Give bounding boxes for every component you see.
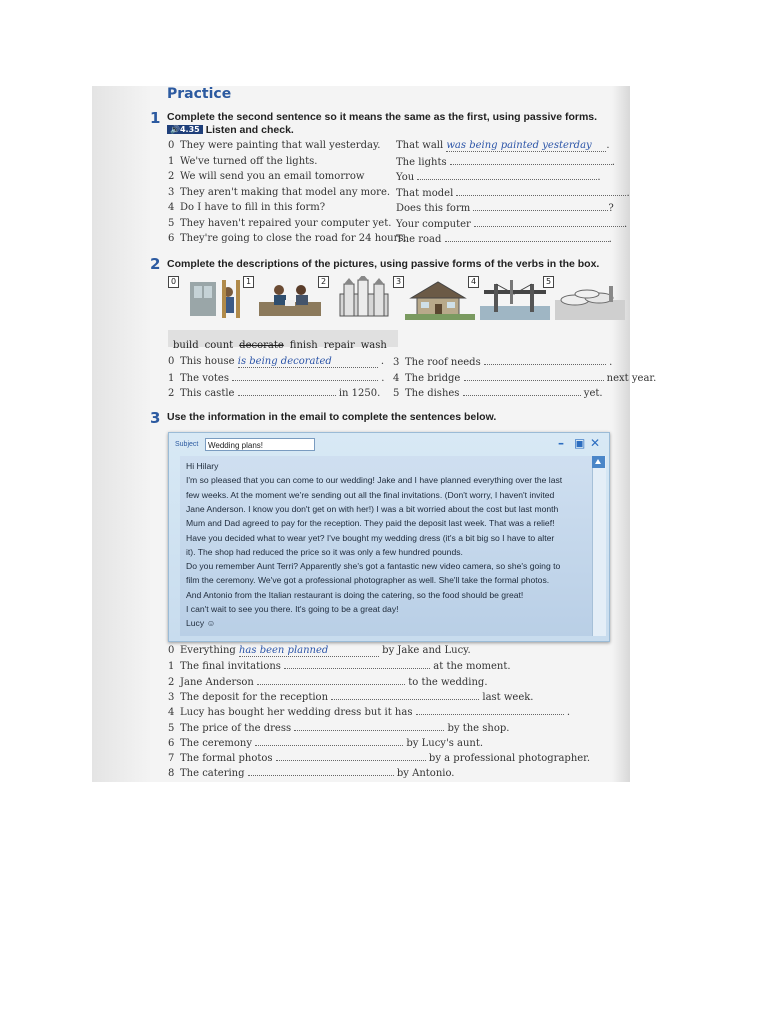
item-number: 3 [393, 357, 400, 368]
answer-blank[interactable] [239, 645, 379, 657]
item-end: in 1250. [335, 388, 381, 399]
answer-blank[interactable] [276, 752, 426, 761]
rewrite-start: You [396, 172, 418, 183]
item-start: The deposit for the reception [180, 691, 332, 703]
answer-blank[interactable] [232, 372, 378, 381]
rewrite-end: . [608, 234, 612, 245]
rewrite-start: Your computer [396, 218, 474, 230]
exercise-2-item [393, 356, 612, 368]
email-text-line: Mum and Dad agreed to pay for the reception. They paid the deposit last week. That was a relief! [186, 518, 555, 529]
answer-blank[interactable] [417, 171, 597, 180]
item-number: 4 [168, 202, 175, 213]
exercise-3-instruction: Use the information in the email to complete the sentences below. [167, 411, 497, 423]
original-sentence: Do I have to fill in this form? [180, 202, 326, 213]
item-start: The votes [180, 372, 233, 384]
exercise-1-rewrite [396, 202, 614, 214]
handwritten-answer: has been planned [238, 645, 329, 656]
answer-blank[interactable] [464, 372, 604, 381]
answer-blank[interactable] [446, 140, 606, 152]
item-number: 8 [168, 768, 175, 780]
rewrite-end: ? [608, 203, 614, 214]
picture-number-label: 4 [468, 276, 479, 288]
exercise-1-rewrite [396, 171, 601, 183]
email-text-line: few weeks. At the moment we're sending out all the final invitations. (Don't worry, I haven't invited [186, 489, 555, 500]
exercise-1-item [168, 171, 364, 182]
answer-blank[interactable] [238, 387, 336, 396]
exercise-1-item [168, 187, 390, 198]
email-text-line: film the ceremony. We've got a professional photographer as well. She'll take the formal photos. [186, 575, 550, 586]
exercise-3-item [168, 691, 534, 703]
item-number: 3 [168, 186, 175, 198]
email-subject-field[interactable]: Wedding plans! [205, 438, 315, 451]
email-text-line: I'm so pleased that you can come to our wedding! Jake and I have planned everything over the last [186, 475, 563, 486]
item-end: by the shop. [444, 722, 510, 734]
exercise-2-instruction: Complete the descriptions of the pictures, using passive forms of the verbs in the box. [167, 258, 600, 270]
item-end: last week. [479, 691, 534, 703]
exercise-2-item [393, 387, 603, 399]
item-start: This house [180, 356, 238, 367]
answer-blank[interactable] [294, 722, 444, 731]
answer-blank[interactable] [450, 156, 612, 165]
exercise-3-number: 3 [150, 409, 161, 427]
original-sentence: They aren't making that model any more. [180, 186, 391, 198]
exercise-1-rewrite [396, 218, 627, 230]
word-box-item: wash [360, 340, 387, 351]
item-number: 2 [168, 171, 175, 182]
exercise-1-rewrite [396, 233, 612, 245]
rewrite-start: That wall [396, 140, 447, 151]
exercise-3-item [168, 767, 455, 779]
rewrite-start: The road [396, 234, 445, 245]
item-number: 4 [168, 707, 175, 719]
page-title: Practice [167, 86, 232, 102]
item-number: 0 [168, 645, 175, 656]
original-sentence: They're going to close the road for 24 hours. [180, 233, 407, 244]
picture-number-label: 5 [543, 276, 554, 288]
item-number: 5 [168, 217, 175, 229]
word-box-item: finish [289, 340, 318, 351]
exercise-2-item [168, 356, 384, 368]
email-scrollbar[interactable] [592, 456, 606, 636]
item-start: The bridge [405, 372, 464, 384]
item-number: 7 [168, 753, 175, 765]
item-start: This castle [180, 388, 238, 399]
exercise-1-number: 1 [150, 109, 161, 127]
item-start: Jane Anderson [180, 676, 258, 688]
handwritten-answer: is being decorated [237, 356, 332, 367]
item-number: 6 [168, 233, 175, 244]
email-text-line: Jane Anderson. I know you don't get on with her!) I was a bit worried about the cost but last month [186, 503, 559, 514]
item-number: 6 [168, 737, 175, 749]
answer-blank[interactable] [445, 233, 609, 242]
item-end: . [563, 707, 570, 719]
answer-blank[interactable] [255, 737, 403, 746]
item-number: 2 [168, 388, 175, 399]
email-text-line: I can't wait to see you there. It's going to be a great day! [186, 604, 399, 614]
picture-number-label: 0 [168, 276, 179, 288]
email-text-line: Lucy ☺ [186, 618, 216, 629]
word-box-item: build [173, 340, 199, 351]
answer-blank[interactable] [484, 356, 606, 365]
exercise-1-item [168, 156, 317, 167]
word-box-item: count [204, 340, 234, 351]
exercise-3-item [168, 645, 471, 657]
item-number: 3 [168, 691, 175, 703]
item-start: The price of the dress [180, 722, 295, 734]
exercise-2-picture [480, 276, 550, 320]
item-end: by a professional photographer. [425, 753, 591, 765]
item-start: Lucy has bought her wedding dress but it has [180, 707, 416, 719]
rewrite-start: That model [396, 187, 457, 199]
item-start: The ceremony [180, 737, 256, 749]
exercise-3-item [168, 706, 570, 718]
item-end: . [605, 357, 613, 368]
exercise-1-listen: 🔊4.35 Listen and check. [167, 124, 294, 136]
item-number: 0 [168, 140, 175, 151]
item-end: by Antonio. [393, 768, 455, 780]
exercise-2-number: 2 [150, 255, 161, 273]
answer-blank[interactable] [238, 356, 378, 368]
verb-word-box [168, 330, 398, 351]
close-icon[interactable]: ✕ [590, 436, 601, 450]
exercise-2-picture [405, 276, 475, 320]
exercise-3-item [168, 722, 509, 734]
exercise-3-item [168, 752, 590, 764]
word-box-item: decorate [239, 340, 284, 351]
exercise-2-item [168, 372, 384, 384]
picture-number-label: 3 [393, 276, 404, 288]
item-end: to the wedding. [405, 676, 488, 688]
item-number: 5 [168, 722, 175, 734]
original-sentence: We've turned off the lights. [180, 155, 318, 167]
email-text-line: Have you decided what to wear yet? I've bought my wedding dress (it's a bit big so I have to alter [186, 532, 555, 543]
item-start: The roof needs [405, 357, 484, 368]
page-gutter [92, 86, 152, 782]
original-sentence: They haven't repaired your computer yet. [180, 217, 392, 229]
answer-blank[interactable] [463, 387, 581, 396]
item-number: 1 [168, 155, 175, 167]
exercise-1-rewrite [396, 156, 615, 168]
answer-blank[interactable] [257, 676, 405, 685]
answer-blank[interactable] [456, 187, 626, 196]
exercise-2-picture [330, 276, 400, 320]
item-end: by Jake and Lucy. [378, 645, 471, 656]
item-number: 2 [168, 676, 175, 688]
answer-blank[interactable] [248, 767, 394, 776]
exercise-3-item [168, 660, 511, 672]
rewrite-end: . [611, 156, 615, 168]
word-box-item: repair [323, 340, 355, 351]
exercise-1-item [168, 202, 325, 213]
exercise-1-rewrite [396, 140, 610, 152]
rewrite-start: Does this form [396, 203, 474, 214]
item-number: 1 [168, 372, 175, 384]
item-number: 4 [393, 372, 400, 384]
rewrite-end: . [597, 172, 601, 183]
email-text-line: Do you remember Aunt Terri? Apparently she's got a fantastic new video camera, so she's going to [186, 561, 561, 572]
item-start: The dishes [405, 388, 463, 399]
item-end: next year. [603, 372, 657, 384]
item-end: at the moment. [430, 661, 511, 673]
picture-number-label: 1 [243, 276, 254, 288]
item-start: The final invitations [180, 661, 285, 673]
email-text-line: it). The shop had reduced the price so it was only a few hundred pounds. [186, 546, 463, 557]
item-number: 0 [168, 356, 175, 367]
item-end: . [378, 372, 385, 384]
rewrite-end: . [606, 140, 610, 151]
maximize-icon[interactable]: ▣ [574, 436, 586, 450]
email-subject-label: Subject [175, 441, 199, 448]
item-end: . [377, 356, 385, 367]
exercise-2-picture [180, 276, 250, 320]
item-number: 1 [168, 661, 175, 673]
answer-blank[interactable] [474, 218, 624, 227]
picture-number-label: 2 [318, 276, 329, 288]
audio-track-badge[interactable]: 🔊4.35 [167, 125, 203, 134]
rewrite-end: . [626, 187, 630, 199]
exercise-1-rewrite [396, 187, 630, 199]
item-start: The catering [180, 768, 248, 780]
handwritten-answer: was being painted yesterday [446, 140, 592, 151]
item-start: Everything [180, 645, 239, 656]
minimize-icon[interactable]: – [558, 436, 564, 450]
exercise-1-item [168, 218, 391, 229]
item-end: by Lucy's aunt. [403, 737, 484, 749]
exercise-3-item [168, 737, 483, 749]
exercise-1-item [168, 140, 380, 151]
exercise-2-picture [255, 276, 325, 320]
email-text-line: And Antonio from the Italian restaurant is doing the catering, so the food should be great! [186, 589, 524, 600]
scroll-up-icon[interactable] [592, 456, 605, 468]
answer-blank[interactable] [331, 691, 479, 700]
exercise-2-item [393, 372, 656, 384]
item-start: The formal photos [180, 753, 276, 765]
answer-blank[interactable] [416, 706, 564, 715]
exercise-1-instruction: Complete the second sentence so it means the same as the first, using passive forms. [167, 111, 598, 123]
original-sentence: We will send you an email tomorrow [180, 171, 365, 182]
answer-blank[interactable] [284, 660, 430, 669]
exercise-1-item [168, 233, 407, 244]
answer-blank[interactable] [473, 202, 608, 211]
email-text-line: Hi Hilary [186, 461, 219, 471]
exercise-2-picture [555, 276, 625, 320]
exercise-2-item [168, 387, 380, 399]
item-end: yet. [580, 388, 603, 399]
rewrite-end: . [624, 218, 628, 230]
original-sentence: They were painting that wall yesterday. [180, 140, 381, 151]
exercise-3-item [168, 676, 488, 688]
item-number: 5 [393, 388, 400, 399]
rewrite-start: The lights [396, 156, 450, 168]
